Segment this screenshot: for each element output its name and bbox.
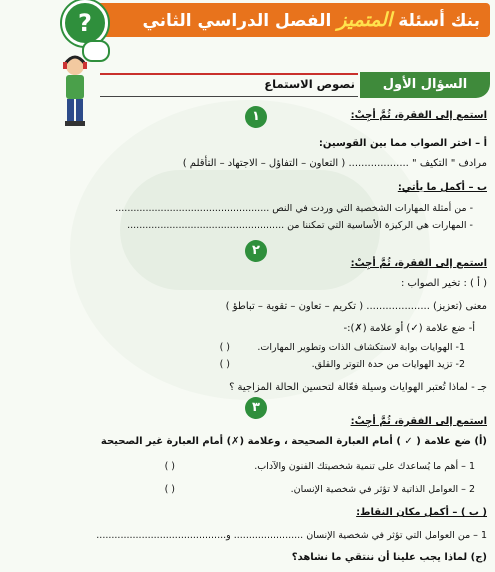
block1-instruction: استمع إلى الفقرة، ثُمَّ أجِبْ: [350, 110, 487, 121]
block2-tf2: 2- تزيد الهوايات من حدة التوتر والقلق. [311, 359, 465, 370]
section-title: نصوص الاستماع [264, 77, 355, 91]
block1-b-item2: - المهارات هي الركيزة الأساسية التي تمكننا من .................................................... [127, 220, 473, 231]
banner-title-part2: الفصل الدراسي الثاني [142, 11, 332, 31]
block3-instruction: استمع إلى الفقرة، ثُمَّ أجِبْ: [350, 416, 487, 427]
block2-tf1-box[interactable]: ( ) [219, 342, 230, 353]
banner-brand: المتميز [337, 9, 393, 31]
block2-a-heading: ( أ ) : تخير الصواب : [400, 278, 487, 289]
block1-a-heading: أ – اختر الصواب مما بين القوسين: [318, 138, 487, 149]
section-tab: السؤال الأول [360, 72, 490, 98]
block1-b-item1: - من أمثلة المهارات الشخصية التي وردت في النص ................................................... [115, 203, 473, 214]
speech-bubble-icon [82, 40, 110, 62]
block3-b-heading: ( ب ) – أكمل مكان النقاط: [356, 507, 487, 518]
block3-a-heading: (أ) ضع علامة ( ✓ ) أمام العبارة الصحيحة ، وعلامة (✗) أمام العبارة غير الصحيحة [100, 436, 487, 447]
block2-tf-heading: أ- ضع علامة (✓) أو علامة (✗):- [343, 323, 475, 334]
divider-line [100, 73, 358, 75]
block3-a2: 2 – العوامل الذاتية لا تؤثر في شخصية الإنسان. [290, 484, 475, 495]
block2-c-item: جـ - لماذا تُعتبر الهوايات وسيلة فعّالة لتحسين الحالة المزاجية ؟ [229, 382, 487, 393]
question-number-1: ١ [245, 106, 267, 128]
block2-a-item: معنى (تعزيز) .................... ( تكريم – تعاون – تقوية – تباطؤ ) [225, 301, 487, 312]
block2-instruction: استمع إلى الفقرة، ثُمَّ أجِبْ: [350, 258, 487, 269]
section-underline [100, 96, 358, 97]
block3-a2-box[interactable]: ( ) [164, 484, 175, 495]
question-mark-icon: ? [62, 0, 108, 46]
block2-tf2-box[interactable]: ( ) [219, 359, 230, 370]
block3-b1: 1 – من العوامل التي تؤثر في شخصية الإنسان ....................... و........................................... [96, 530, 487, 541]
block1-b-heading: ب – أكمل ما يأتي: [397, 182, 487, 193]
header-banner [70, 3, 490, 37]
block1-a-item: مرادف " التكيف " ................... ( التعاون – التفاؤل – الاجتهاد – التأقلم ) [182, 158, 487, 169]
banner-title [120, 9, 480, 31]
block3-a1: 1 – أهم ما يُساعدك على تنمية شخصيتك الفنون والآداب. [254, 461, 475, 472]
question-number-3: ٣ [245, 397, 267, 419]
block2-tf1: 1- الهوايات بوابة لاستكشاف الذات وتطوير المهارات. [257, 342, 465, 353]
block3-c-item: (ج) لماذا يجب علينا أن ننتقي ما نشاهد؟ [291, 552, 487, 563]
question-number-2: ٢ [245, 240, 267, 262]
block3-a1-box[interactable]: ( ) [164, 461, 175, 472]
banner-title-part1: بنك أسئلة [398, 11, 480, 31]
